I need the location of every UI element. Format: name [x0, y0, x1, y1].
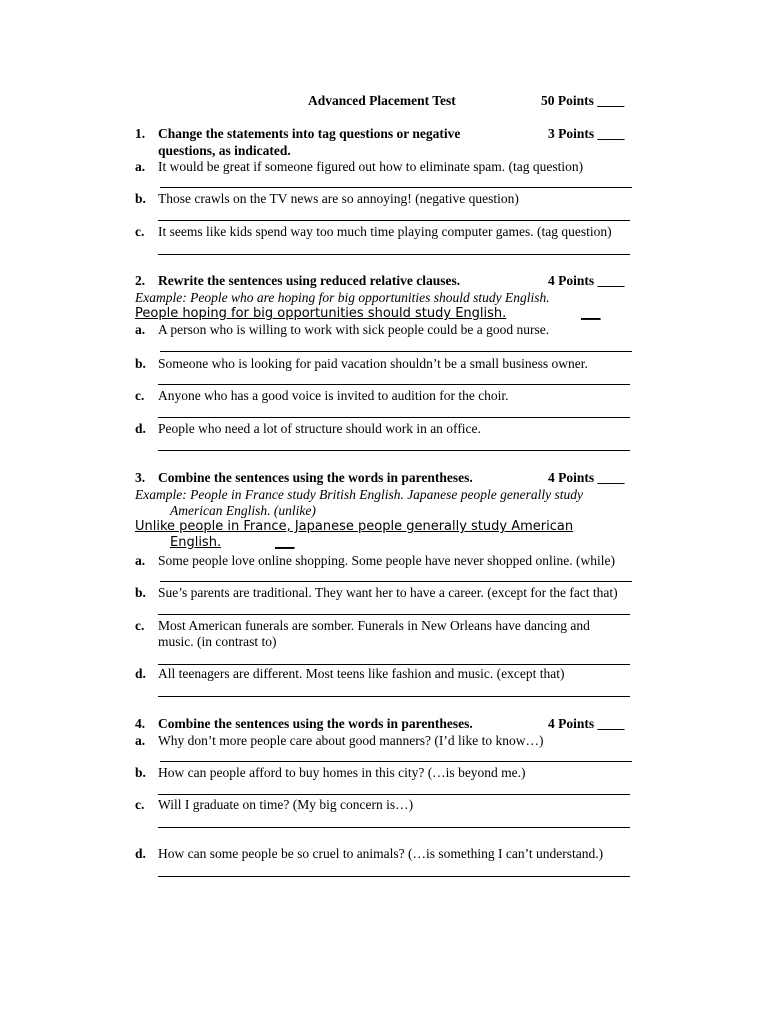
- item-letter: d.: [135, 666, 146, 681]
- answer-line-3a: [160, 581, 632, 582]
- answer-line-4a: [160, 761, 632, 762]
- question-4a: Why don’t more people care about good manners? (I’d like to know…): [158, 733, 544, 748]
- question-4b: How can people afford to buy homes in this city? (…is beyond me.): [158, 765, 526, 780]
- item-letter: a.: [135, 553, 146, 568]
- question-1b: Those crawls on the TV news are so annoying! (negative question): [158, 191, 519, 206]
- item-letter: d.: [135, 421, 146, 436]
- item-letter: b.: [135, 356, 146, 371]
- answer-line-3b: [158, 614, 630, 615]
- section-3-example-line1: Example: People in France study British English. Japanese people generally study: [135, 487, 584, 502]
- question-3a: Some people love online shopping. Some people have never shopped online. (while): [158, 553, 616, 568]
- section-4-points: 4 Points ____: [548, 716, 625, 731]
- question-2a: A person who is willing to work with sick people could be a good nurse.: [158, 322, 550, 337]
- question-4d: How can some people be so cruel to animals? (…is something I can’t understand.): [158, 846, 604, 861]
- question-3c-line1: Most American funerals are somber. Funerals in New Orleans have dancing and: [158, 618, 590, 633]
- answer-line-1b: [158, 220, 630, 221]
- item-letter: a.: [135, 322, 146, 337]
- item-letter: c.: [135, 797, 145, 812]
- answer-line-2d: [158, 450, 630, 451]
- question-2c: Anyone who has a good voice is invited to audition for the choir.: [158, 388, 509, 403]
- answer-line-2c: [158, 417, 630, 418]
- question-2d: People who need a lot of structure should work in an office.: [158, 421, 481, 436]
- section-4-number: 4.: [135, 716, 146, 731]
- item-letter: a.: [135, 159, 146, 174]
- section-3-answer-line1: Unlike people in France, Japanese people generally study American: [135, 519, 574, 534]
- item-letter: d.: [135, 846, 146, 861]
- answer-line-1c: [158, 254, 630, 255]
- section-3-answer-line2: English.: [170, 535, 222, 550]
- section-2-title: Rewrite the sentences using reduced relative clauses.: [158, 273, 461, 288]
- answer-line-3d: [158, 696, 630, 697]
- item-letter: b.: [135, 191, 146, 206]
- section-3-title: Combine the sentences using the words in parentheses.: [158, 470, 473, 485]
- question-2b: Someone who is looking for paid vacation shouldn’t be a small business owner.: [158, 356, 588, 371]
- test-title: Advanced Placement Test: [308, 93, 456, 108]
- item-letter: c.: [135, 224, 145, 239]
- item-letter: b.: [135, 765, 146, 780]
- section-3-number: 3.: [135, 470, 146, 485]
- section-2-points: 4 Points ____: [548, 273, 625, 288]
- item-letter: a.: [135, 733, 146, 748]
- question-3c-line2: music. (in contrast to): [158, 634, 277, 649]
- section-3-example-line2: American English. (unlike): [170, 503, 316, 518]
- question-4c: Will I graduate on time? (My big concern is…): [158, 797, 414, 812]
- total-points: 50 Points ____: [541, 93, 625, 108]
- answer-line-4b: [158, 794, 630, 795]
- answer-line-2b: [158, 384, 630, 385]
- item-letter: c.: [135, 618, 145, 633]
- section-3-points: 4 Points ____: [548, 470, 625, 485]
- section-2-answer: People hoping for big opportunities should study English.: [135, 306, 507, 321]
- section-2-number: 2.: [135, 273, 146, 288]
- question-1c: It seems like kids spend way too much time playing computer games. (tag question): [158, 224, 612, 239]
- section-2-answer-blank: ___: [581, 306, 601, 321]
- question-3b: Sue’s parents are traditional. They want her to have a career. (except for the fact that): [158, 585, 618, 600]
- answer-line-2a: [160, 351, 632, 352]
- answer-line-3c: [158, 664, 630, 665]
- question-1a: It would be great if someone figured out how to eliminate spam. (tag question): [158, 159, 584, 174]
- answer-line-4d: [158, 876, 630, 877]
- item-letter: b.: [135, 585, 146, 600]
- question-3d: All teenagers are different. Most teens like fashion and music. (except that): [158, 666, 565, 681]
- section-1-title-line2: questions, as indicated.: [158, 143, 291, 158]
- item-letter: c.: [135, 388, 145, 403]
- answer-line-4c: [158, 827, 630, 828]
- section-3-answer-blank: ___: [275, 535, 295, 550]
- section-1-points: 3 Points ____: [548, 126, 625, 141]
- section-4-title: Combine the sentences using the words in parentheses.: [158, 716, 473, 731]
- answer-line-1a: [160, 187, 632, 188]
- section-1-number: 1.: [135, 126, 146, 141]
- section-2-example: Example: People who are hoping for big opportunities should study English.: [135, 290, 550, 305]
- section-1-title-line1: Change the statements into tag questions or negative: [158, 126, 461, 141]
